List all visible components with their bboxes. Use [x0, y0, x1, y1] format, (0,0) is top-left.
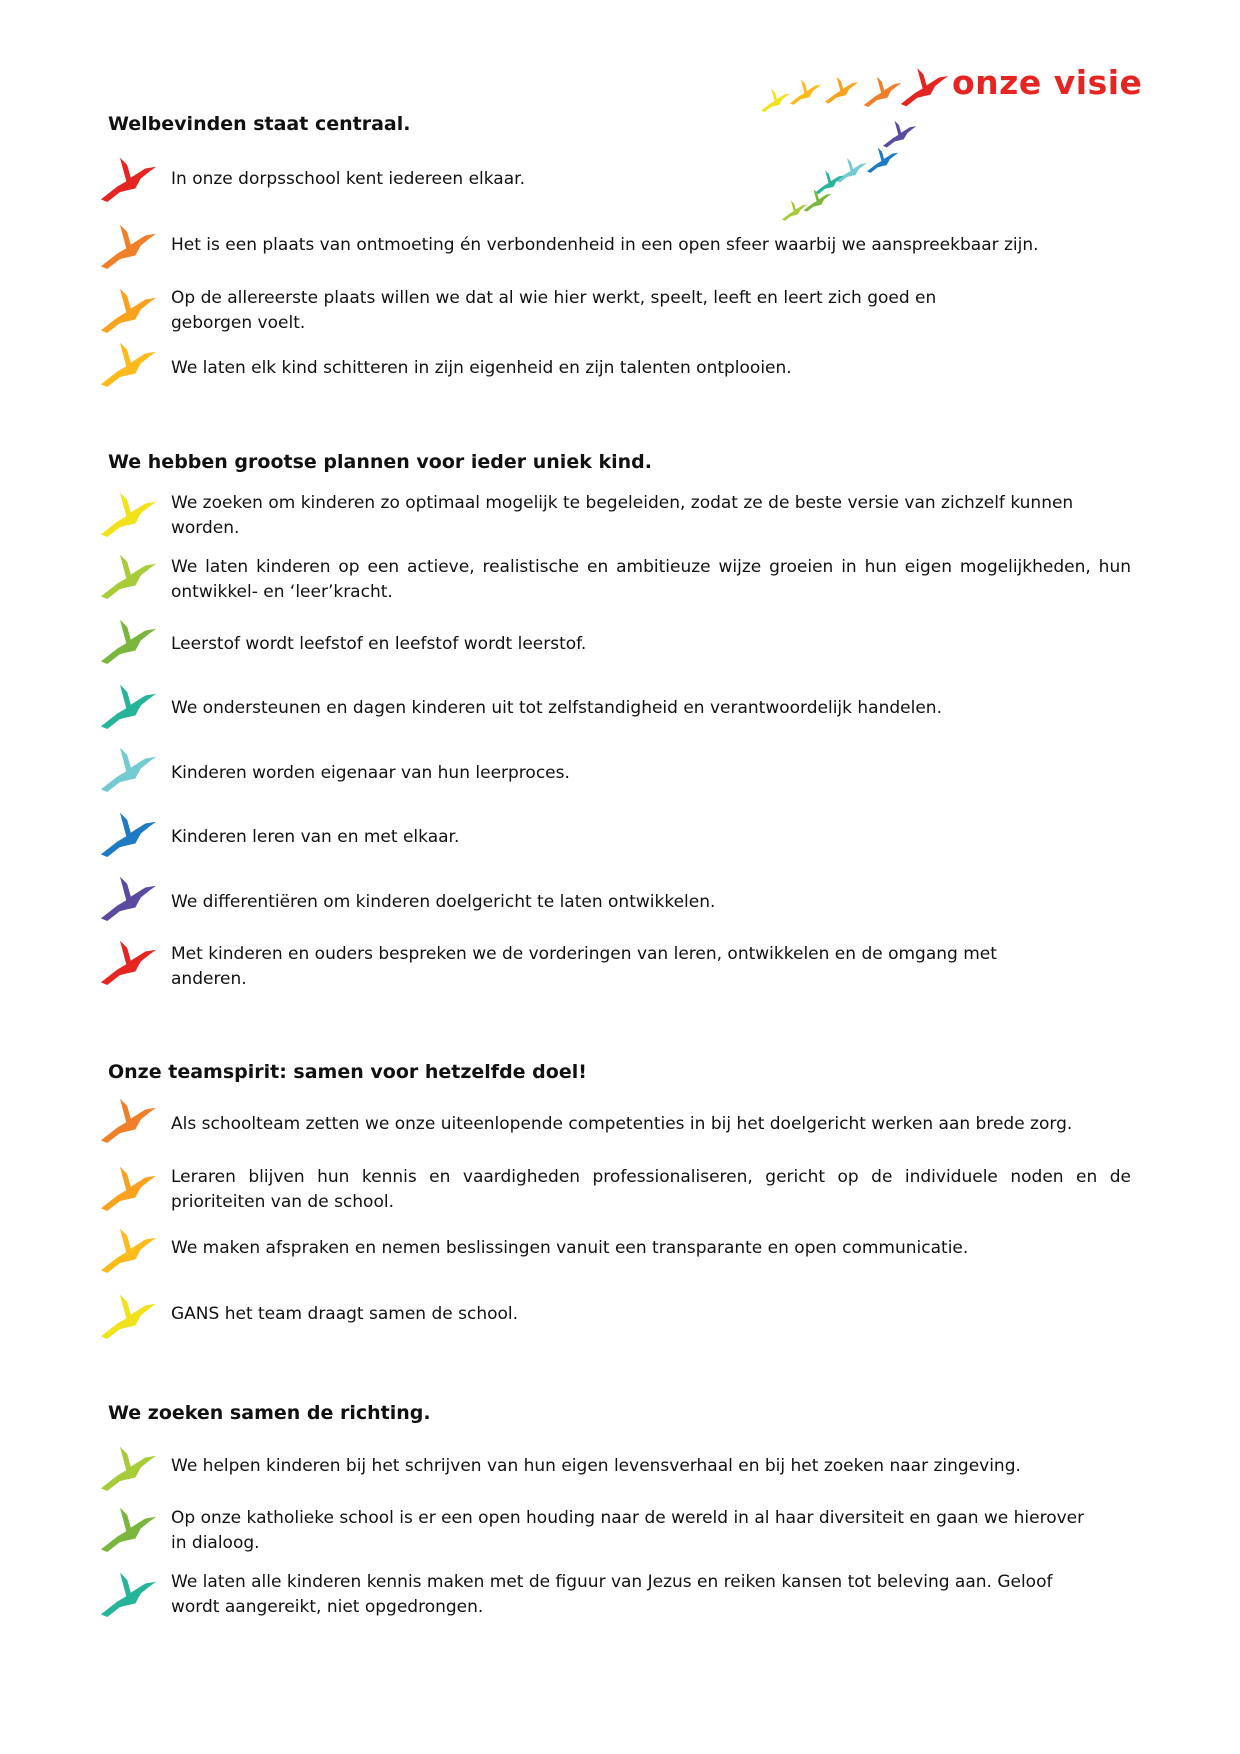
logo-title: onze visie — [952, 63, 1143, 102]
logo-orange-bird-icon — [864, 77, 902, 107]
logo-yellow-orange-bird-icon — [790, 79, 822, 104]
list-item: Leraren blijven hun kennis en vaardigheden professionaliseren, gericht op de individuele noden en de prioriteiten van de school. — [171, 1167, 1131, 1212]
list-item: We differentiëren om kinderen doelgericht te laten ontwikkelen. — [171, 892, 716, 912]
list-item: Het is een plaats van ontmoeting én verbondenheid in een open sfeer waarbij we aanspreekbaar zijn. — [171, 235, 1039, 255]
list-item: Als schoolteam zetten we onze uiteenlopende competenties in bij het doelgericht werken aan brede zorg. — [171, 1114, 1073, 1134]
light-orange-bird-icon — [100, 286, 158, 342]
yellow-bird-icon — [100, 490, 158, 546]
yellow-orange-bird-icon — [100, 1226, 158, 1282]
teal-bird-icon — [100, 1570, 158, 1626]
list-item: Kinderen worden eigenaar van hun leerproces. — [171, 763, 570, 783]
lime-bird-icon — [100, 1444, 158, 1500]
list-item: We helpen kinderen bij het schrijven van hun eigen levensverhaal en bij het zoeken naar zingeving. — [171, 1456, 1021, 1476]
section-heading: Onze teamspirit: samen voor hetzelfde doel! — [108, 1061, 587, 1083]
yellow-orange-bird-icon — [100, 340, 158, 396]
list-item: Op onze katholieke school is er een open houding naar de wereld in al haar diversiteit en gaan we hierover in dialoog. — [171, 1508, 1085, 1553]
list-item: In onze dorpsschool kent iedereen elkaar. — [171, 169, 525, 189]
list-item: Met kinderen en ouders bespreken we de vorderingen van leren, ontwikkelen en de omgang met anderen. — [171, 944, 997, 989]
section-heading: We zoeken samen de richting. — [108, 1402, 431, 1424]
blue-bird-icon — [100, 810, 158, 866]
list-item: We laten alle kinderen kennis maken met de figuur van Jezus en reiken kansen tot beleving aan. Geloof wordt aangereikt, niet opgedrongen. — [171, 1572, 1053, 1617]
logo-lime-bird-icon — [782, 200, 808, 221]
list-item: Op de allereerste plaats willen we dat al wie hier werkt, speelt, leeft en leert zich goed en geborgen voelt. — [171, 288, 937, 333]
logo-yellow-bird-icon — [761, 89, 790, 113]
logo-red-bird-icon — [901, 68, 949, 106]
light-blue-bird-icon — [100, 745, 158, 801]
list-item: Leerstof wordt leefstof en leefstof wordt leerstof. — [171, 634, 587, 654]
list-item: GANS het team draagt samen de school. — [171, 1304, 519, 1324]
orange-bird-icon — [100, 222, 158, 278]
list-item: We maken afspraken en nemen beslissingen vanuit een transparante en open communicatie. — [171, 1238, 969, 1258]
list-item: We laten elk kind schitteren in zijn eigenheid en zijn talenten ontplooien. — [171, 358, 792, 378]
section-heading: Welbevinden staat centraal. — [108, 113, 411, 135]
section-heading: We hebben grootse plannen voor ieder uniek kind. — [108, 451, 652, 473]
list-item: We laten kinderen op een actieve, realistische en ambitieuze wijze groeien in hun eigen mogelijkheden, hun ontwikkel- en ‘leer’kracht. — [171, 557, 1131, 602]
list-item: Kinderen leren van en met elkaar. — [171, 827, 460, 847]
logo-light-orange-bird-icon — [825, 77, 859, 104]
red-bird-icon — [100, 155, 158, 211]
red-bird-icon — [100, 938, 158, 994]
teal-bird-icon — [100, 682, 158, 738]
logo-purple-bird-icon — [883, 121, 917, 148]
green-bird-icon — [100, 1505, 158, 1561]
list-item: We ondersteunen en dagen kinderen uit tot zelfstandigheid en verantwoordelijk handelen. — [171, 698, 942, 718]
list-item: We zoeken om kinderen zo optimaal mogelijk te begeleiden, zodat ze de beste versie van zichzelf kunnen worden. — [171, 493, 1074, 538]
orange-bird-icon — [100, 1096, 158, 1152]
purple-bird-icon — [100, 874, 158, 930]
yellow-bird-icon — [100, 1292, 158, 1348]
logo-bird-flock-top — [760, 62, 950, 122]
lime-bird-icon — [100, 552, 158, 608]
green-bird-icon — [100, 617, 158, 673]
light-orange-bird-icon — [100, 1164, 158, 1220]
